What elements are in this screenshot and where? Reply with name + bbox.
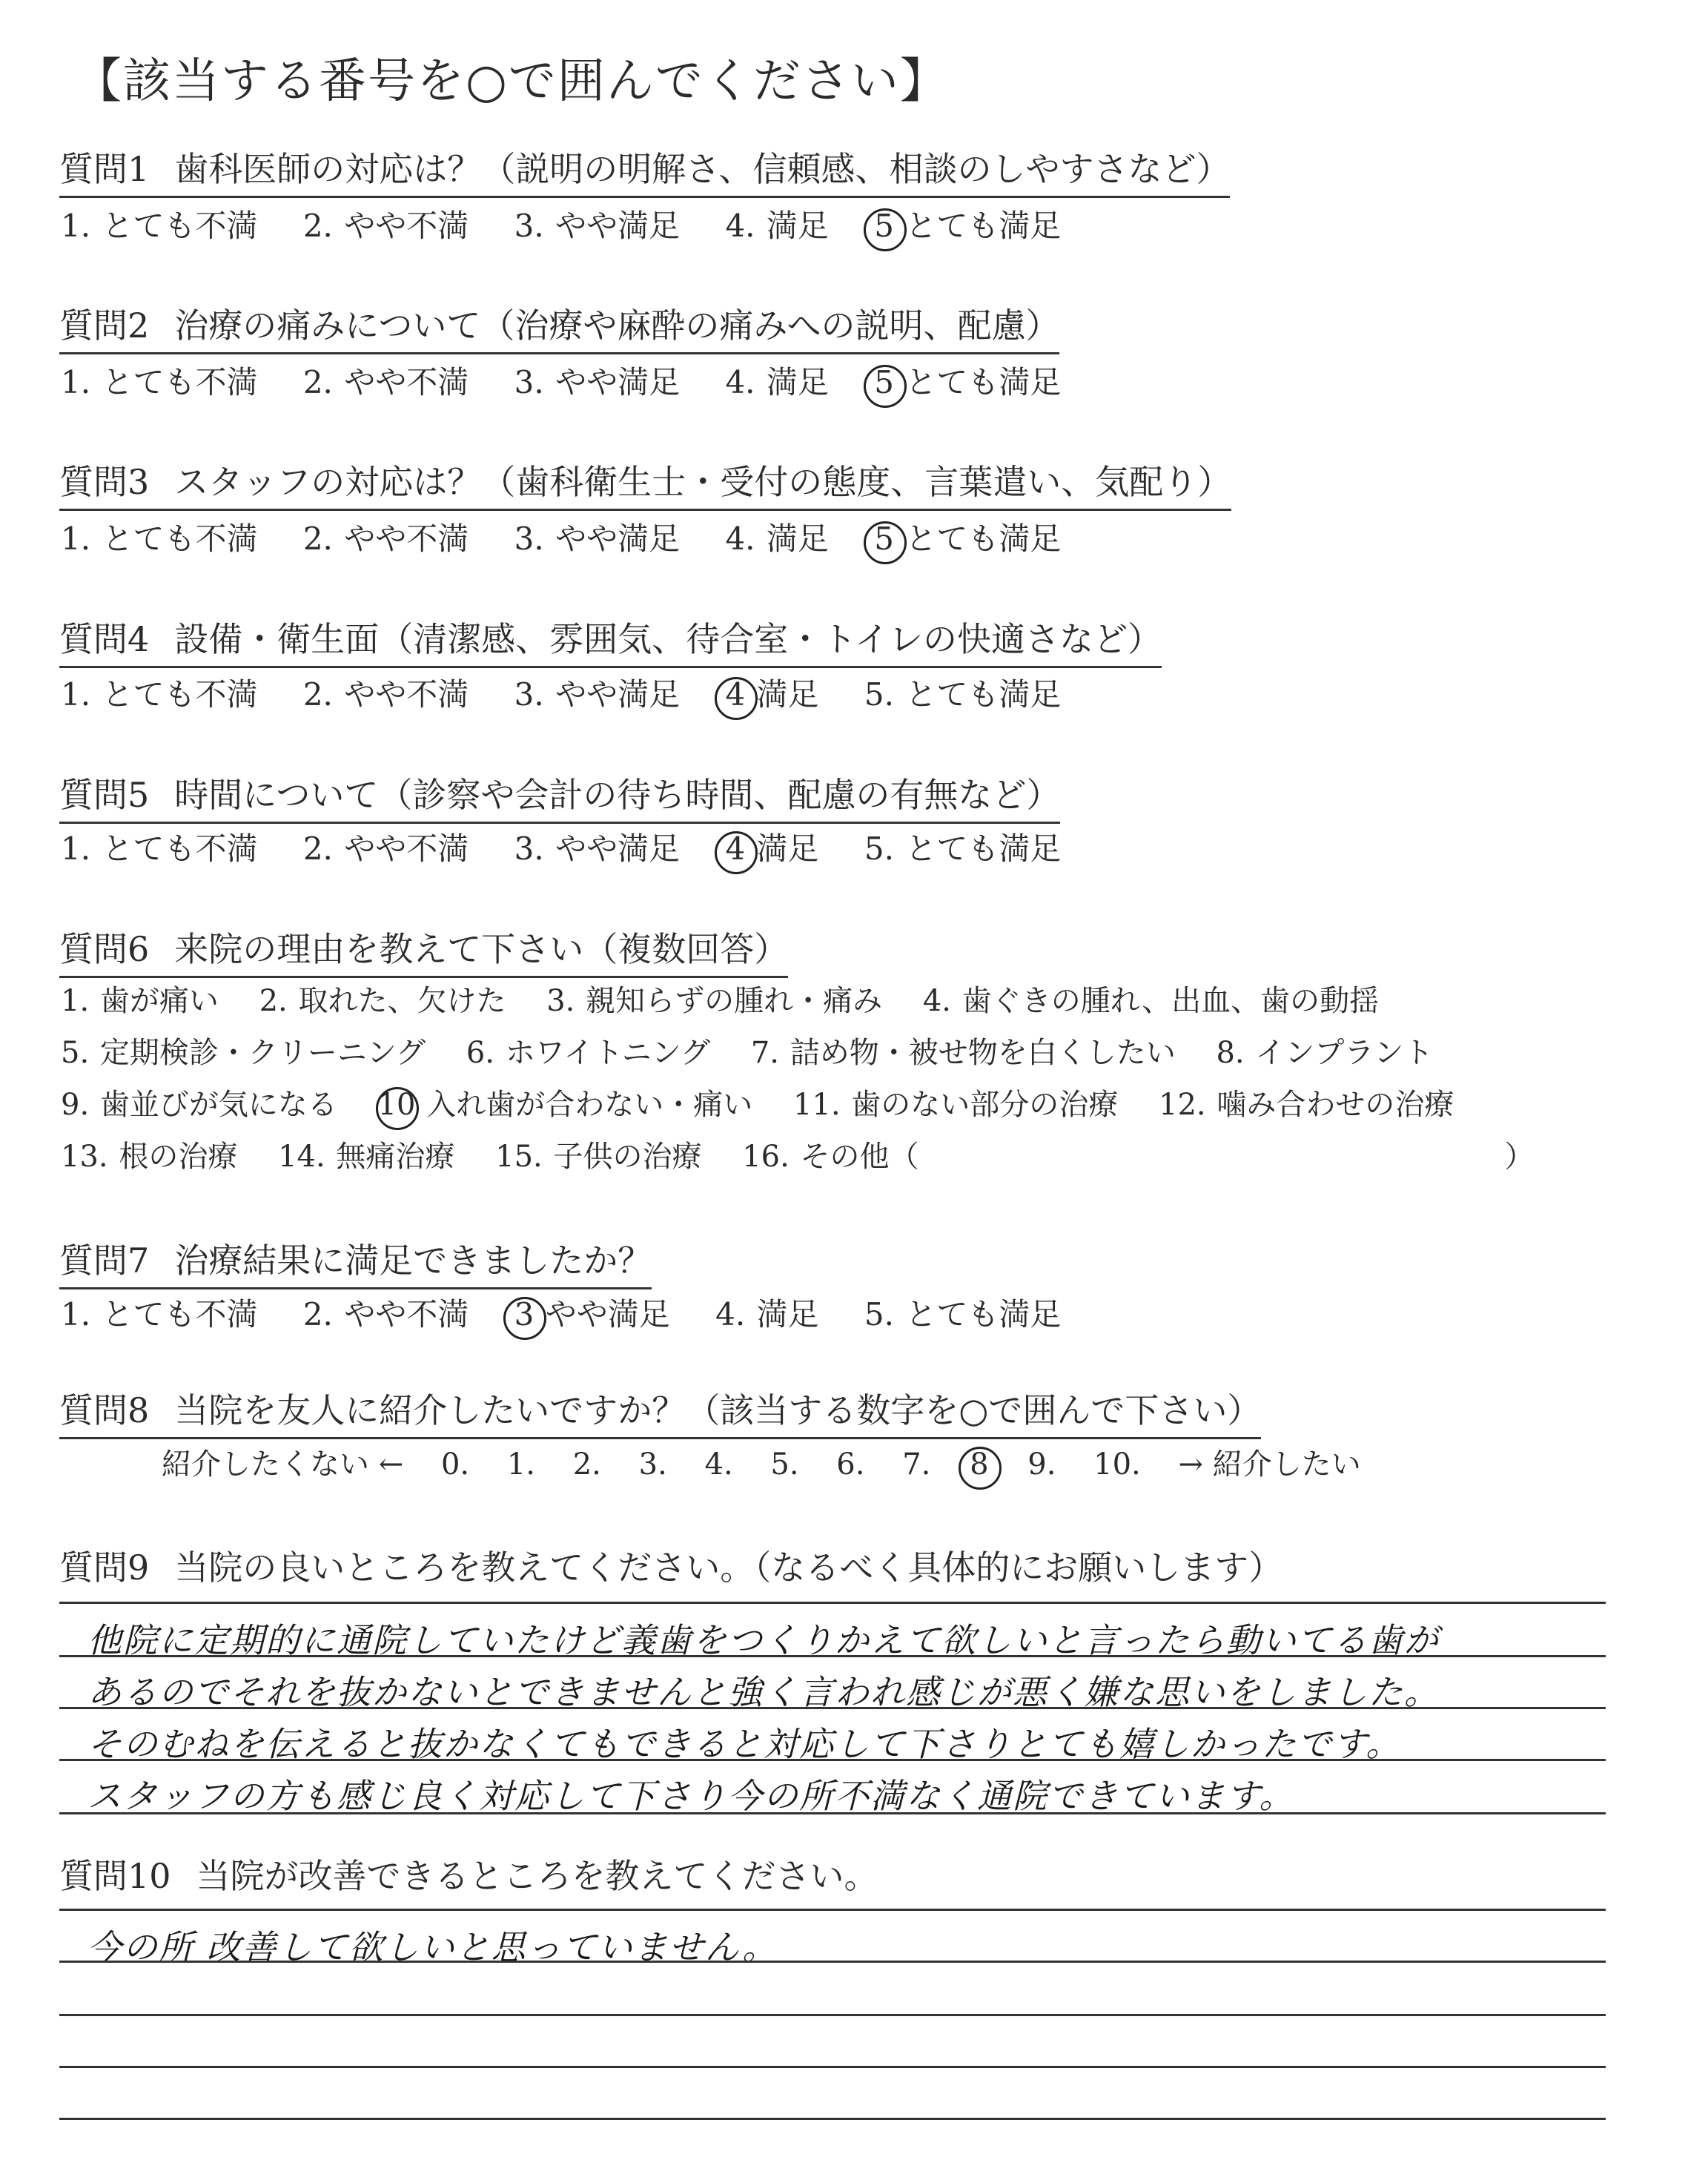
q7-option-3-selected[interactable]: 3 やや満足 [514, 1296, 670, 1332]
question-9-title: 質問9 当院の良いところを教えてください。（なるべく具体的にお願いします） [59, 1548, 1283, 1588]
q4-option-2[interactable]: 2. やや不満 [302, 676, 469, 713]
question-2-options [59, 358, 1095, 403]
q8-score-1[interactable]: 1. [506, 1447, 536, 1482]
q3-option-1[interactable]: 1. とても不満 [61, 521, 258, 557]
q4-option-5[interactable]: 5. とても満足 [864, 676, 1062, 713]
selection-circle: 5 [874, 364, 894, 400]
q8-score-6[interactable]: 6. [836, 1447, 865, 1482]
answer-line [59, 1602, 1606, 1604]
q3-option-3[interactable]: 3. やや満足 [514, 521, 681, 557]
q10-answer-line-1[interactable]: 今の所 改善して欲しいと思っていません。 [87, 1927, 778, 1967]
q9-answer-line-2[interactable]: あるのでそれを抜かないとできませんと強く言われ感じが悪く嫌な思いをしました。 [87, 1672, 1440, 1712]
q8-left-label: 紹介したくない ← [162, 1447, 404, 1482]
q6-option-12[interactable]: 12. 噛み合わせの治療 [1159, 1088, 1454, 1122]
q7-option-1[interactable]: 1. とても不満 [61, 1296, 258, 1332]
q4-option-4-selected[interactable]: 4 満足 [725, 676, 819, 713]
answer-line [59, 1759, 1606, 1761]
selection-circle: 5 [874, 521, 894, 557]
question-6-options-row-1 [59, 977, 1409, 1020]
q3-option-5-selected[interactable]: 5 とても満足 [874, 521, 1062, 557]
question-5-title: 質問5 時間について（診察や会計の待ち時間、配慮の有無など） [59, 768, 1060, 824]
q6-option-3[interactable]: 3. 親知らずの腫れ・痛み [546, 984, 883, 1018]
question-1-title [59, 142, 1230, 198]
answer-line [59, 1707, 1606, 1709]
answer-line [59, 1655, 1606, 1657]
q9-answer-line-4[interactable]: スタッフの方も感じ良く対応して下さり今の所不満なく通院できています。 [87, 1776, 1295, 1816]
q2-option-4[interactable]: 4. 満足 [725, 364, 829, 400]
q8-score-4[interactable]: 4. [704, 1447, 733, 1482]
q8-score-8-selected[interactable] [968, 1447, 990, 1482]
question-3-title: 質問3 スタッフの対応は？（歯科衛生士・受付の態度、言葉遣い、気配り） [59, 455, 1231, 511]
answer-line [59, 1812, 1606, 1814]
q1-option-2[interactable]: 2. やや不満 [302, 208, 469, 244]
q6-option-1[interactable]: 1. 歯が痛い [61, 984, 219, 1018]
question-1-number: 質問1 [59, 149, 150, 189]
q8-score-5[interactable]: 5. [770, 1447, 799, 1482]
q5-option-3[interactable]: 3. やや満足 [514, 830, 681, 867]
q6-option-7[interactable]: 7. 詰め物・被せ物を白くしたい [750, 1036, 1176, 1070]
q1-option-5-selected[interactable]: 5 とても満足 [874, 208, 1062, 244]
q6-option-14[interactable]: 14. 無痛治療 [278, 1140, 455, 1174]
question-1-text: 歯科医師の対応は？（説明の明解さ、信頼感、相談のしやすさなど） [174, 149, 1231, 189]
q5-option-1[interactable]: 1. とても不満 [61, 830, 258, 867]
answer-line [59, 2066, 1606, 2068]
q6-option-2[interactable]: 2. 取れた、欠けた [259, 984, 506, 1018]
q2-option-3[interactable]: 3. やや満足 [514, 364, 681, 400]
selection-circle: 4 [725, 676, 746, 713]
q7-option-2[interactable]: 2. やや不満 [302, 1296, 469, 1332]
q5-option-4-selected[interactable]: 4 満足 [725, 830, 819, 867]
q9-answer-line-3[interactable]: そのむねを伝えると抜かなくてもできると対応して下さりとても嬉しかったです。 [87, 1724, 1402, 1764]
question-6-options-row-3 [59, 1081, 1483, 1123]
answer-line [59, 2118, 1606, 2120]
q2-option-5-selected[interactable]: 5 とても満足 [874, 364, 1062, 400]
selection-circle: 4 [725, 830, 746, 867]
q8-score-2[interactable]: 2. [572, 1447, 601, 1482]
question-4-options [59, 670, 1095, 715]
question-3-options [59, 515, 1095, 559]
question-8-scale [162, 1441, 1389, 1483]
q6-option-4[interactable]: 4. 歯ぐきの腫れ、出血、歯の動揺 [922, 984, 1380, 1018]
q6-option-5[interactable]: 5. 定期検診・クリーニング [61, 1036, 426, 1070]
answer-line [59, 2014, 1606, 2016]
question-4-title: 質問4 設備・衛生面（清潔感、雰囲気、待合室・トイレの快適さなど） [59, 612, 1162, 668]
q1-option-4[interactable]: 4. 満足 [725, 208, 829, 244]
question-6-options-row-2 [59, 1029, 1463, 1071]
q6-option-11[interactable]: 11. 歯のない部分の治療 [792, 1088, 1119, 1122]
q6-option-9[interactable]: 9. 歯並びが気になる [61, 1088, 337, 1122]
question-6-title: 質問6 来院の理由を教えて下さい（複数回答） [59, 922, 788, 978]
answer-line [59, 1909, 1606, 1911]
instruction-header: 【該当する番号を○で囲んでください】 [74, 54, 949, 109]
q9-answer-line-1[interactable]: 他院に定期的に通院していたけど義歯をつくりかえて欲しいと言ったら動いてる歯が [87, 1620, 1440, 1660]
q1-option-1[interactable]: 1. とても不満 [61, 208, 258, 244]
question-10-title: 質問10 当院が改善できるところを教えてください。 [59, 1856, 878, 1896]
q8-score-10[interactable]: 10. [1093, 1447, 1141, 1482]
q4-option-3[interactable]: 3. やや満足 [514, 676, 681, 713]
q6-option-16[interactable]: 16. その他（ ） [742, 1140, 1535, 1174]
question-1-options [59, 202, 1095, 246]
q4-option-1[interactable]: 1. とても不満 [61, 676, 258, 713]
q8-score-7[interactable]: 7. [902, 1447, 931, 1482]
selection-circle: 8 [970, 1447, 989, 1482]
question-7-options [59, 1290, 1095, 1335]
selection-circle: 3 [514, 1296, 534, 1332]
question-2-title: 質問2 治療の痛みについて（治療や麻酔の痛みへの説明、配慮） [59, 299, 1059, 354]
q6-option-10-selected[interactable]: 10 入れ歯が合わない・痛い [377, 1088, 753, 1122]
q5-option-2[interactable]: 2. やや不満 [302, 830, 469, 867]
question-7-title: 質問7 治療結果に満足できましたか？ [59, 1234, 652, 1289]
question-6-options-row-4 [59, 1133, 1564, 1175]
q5-option-5[interactable]: 5. とても満足 [864, 830, 1062, 867]
q3-option-4[interactable]: 4. 満足 [725, 521, 829, 557]
answer-line [59, 1961, 1606, 1963]
q8-score-9[interactable]: 9. [1027, 1447, 1056, 1482]
question-8-title: 質問8 当院を友人に紹介したいですか？（該当する数字を○で囲んで下さい） [59, 1384, 1261, 1439]
q7-option-4[interactable]: 4. 満足 [715, 1296, 819, 1332]
q8-score-0[interactable]: 0. [440, 1447, 470, 1482]
q7-option-5[interactable]: 5. とても満足 [864, 1296, 1062, 1332]
q8-right-label: → 紹介したい [1178, 1447, 1361, 1482]
question-5-options [59, 825, 1095, 869]
q6-option-15[interactable]: 15. 子供の治療 [495, 1140, 702, 1174]
q6-option-8[interactable]: 8. インプラント [1216, 1036, 1434, 1070]
q8-score-3[interactable]: 3. [638, 1447, 667, 1482]
q2-option-1[interactable]: 1. とても不満 [61, 364, 258, 400]
q6-option-6[interactable]: 6. ホワイトニング [466, 1036, 711, 1070]
q3-option-2[interactable]: 2. やや不満 [302, 521, 469, 557]
q6-option-13[interactable]: 13. 根の治療 [61, 1140, 238, 1174]
selection-circle: 5 [874, 208, 894, 244]
q2-option-2[interactable]: 2. やや不満 [302, 364, 469, 400]
q1-option-3[interactable]: 3. やや満足 [514, 208, 681, 244]
selection-circle: 10 [377, 1088, 416, 1122]
